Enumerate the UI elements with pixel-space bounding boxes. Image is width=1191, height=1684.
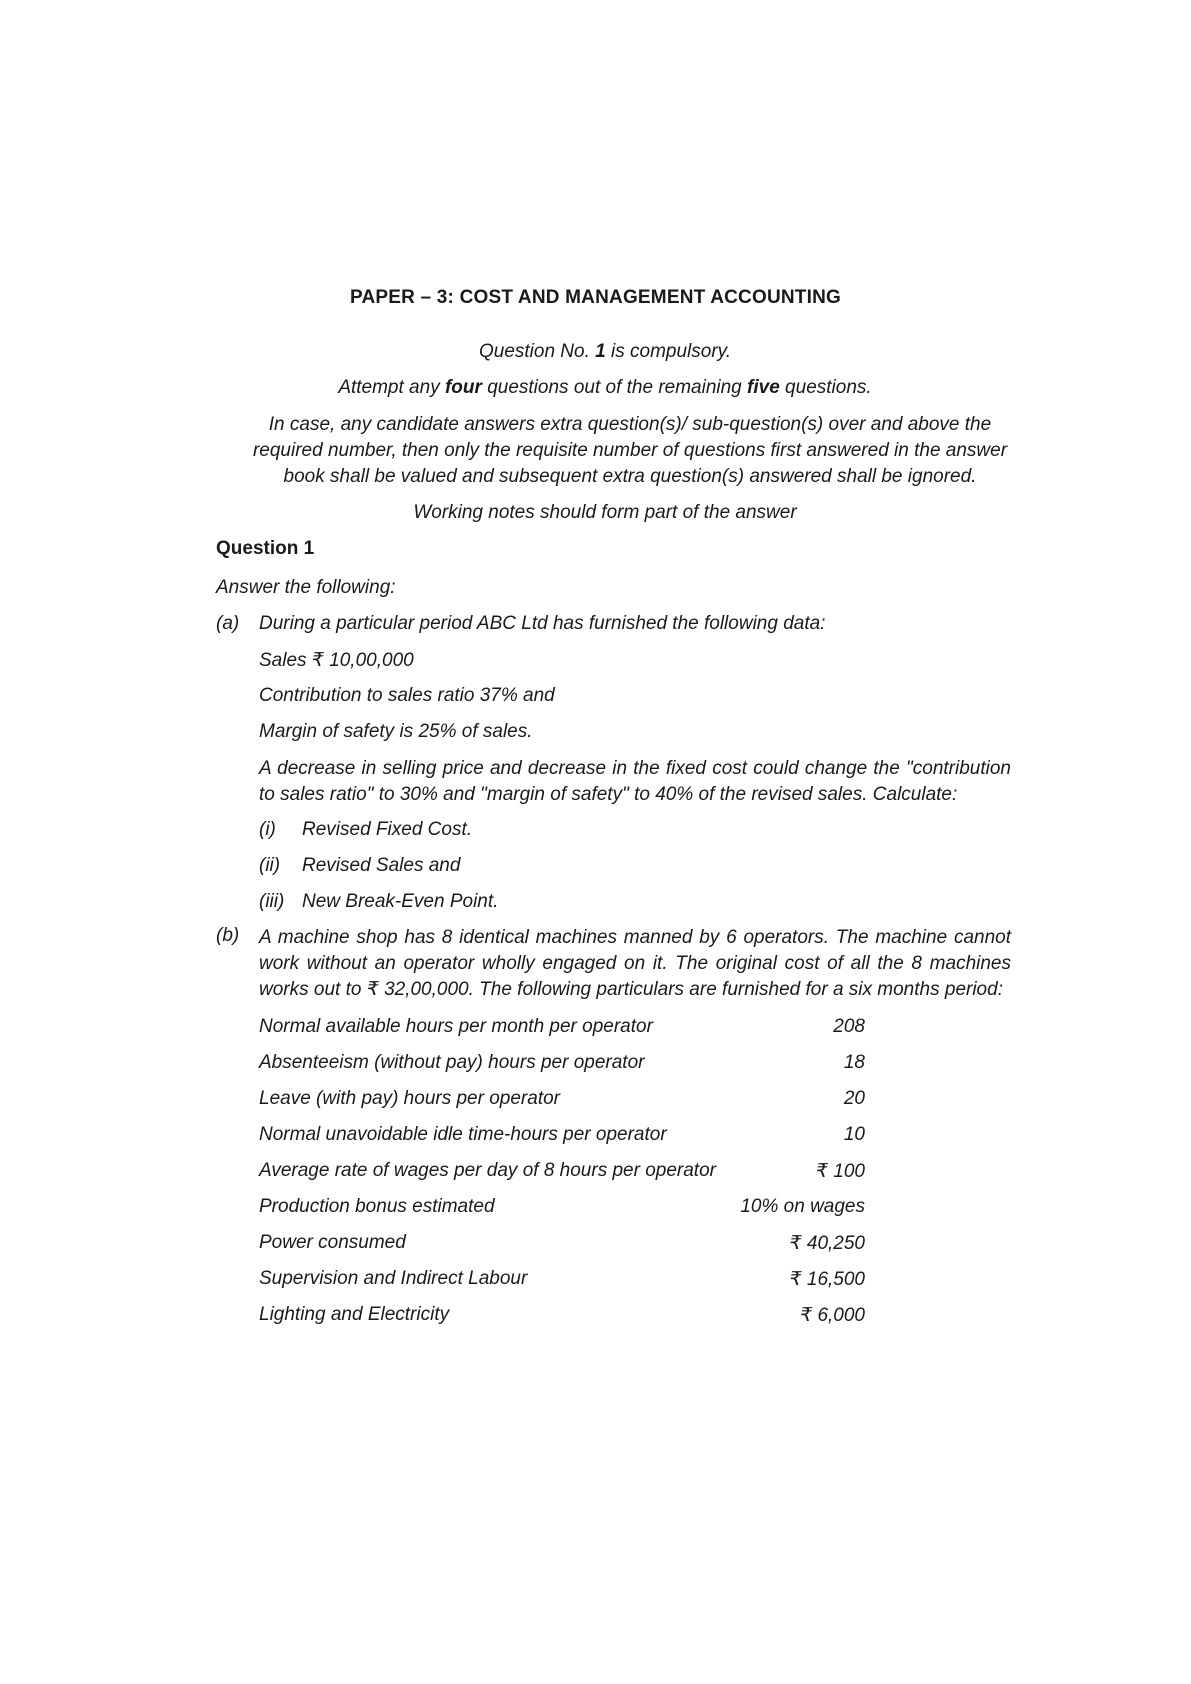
paper-title: PAPER – 3: COST AND MANAGEMENT ACCOUNTING: [350, 287, 841, 308]
sub-item-text: Revised Sales and: [302, 855, 461, 876]
particular-value: 10: [843, 1124, 865, 1145]
part-a-lead: During a particular period ABC Ltd has furnished the following data:: [259, 613, 826, 634]
sub-item-marker: (iii): [259, 891, 285, 912]
change-paragraph: A decrease in selling price and decrease in the fixed cost could change the "contribution to sales ratio" to 30% and "margin of safety" to 40% of the revised sales. Calculate:: [259, 758, 1011, 805]
part-a-marker: (a): [216, 613, 240, 634]
particular-value: 18: [843, 1052, 865, 1073]
particular-label: Production bonus estimated: [259, 1196, 495, 1217]
particular-value: ₹ 40,250: [789, 1233, 865, 1254]
sub-item-text: Revised Fixed Cost.: [302, 819, 473, 840]
question-heading: Question 1: [216, 538, 315, 559]
question-intro: Answer the following:: [216, 577, 396, 598]
particular-label: Normal available hours per month per operator: [259, 1016, 653, 1037]
working-notes-note: Working notes should form part of the answer: [413, 502, 797, 523]
particular-label: Normal unavoidable idle time-hours per operator: [259, 1124, 667, 1145]
particular-label: Absenteeism (without pay) hours per operator: [259, 1052, 645, 1073]
particular-value: 20: [843, 1088, 865, 1109]
part-b-lead: A machine shop has 8 identical machines manned by 6 operators. The machine cannot work without an operator wholly engaged on it. The original cost of all the 8 machines works out to ₹ 32,00,000. The following particulars are furnished for a six months period:: [259, 927, 1011, 1000]
particular-label: Lighting and Electricity: [259, 1304, 450, 1325]
particular-label: Supervision and Indirect Labour: [259, 1268, 528, 1289]
sub-item-marker: (i): [259, 819, 276, 840]
mos-line: Margin of safety is 25% of sales.: [259, 721, 533, 742]
particular-value: ₹ 100: [815, 1161, 865, 1182]
particular-label: Power consumed: [259, 1232, 406, 1253]
extra-question-note: In case, any candidate answers extra question(s)/ sub-question(s) over and above the required number, then only the requisite number of questions first answered in the answer book shall be valued and subsequent extra question(s) answered shall be ignored.: [252, 414, 1008, 487]
particular-value: ₹ 6,000: [800, 1305, 865, 1326]
sub-item-marker: (ii): [259, 855, 281, 876]
attempt-note: Attempt any four questions out of the remaining five questions.: [338, 377, 872, 398]
part-b-marker: (b): [216, 925, 240, 946]
particular-label: Average rate of wages per day of 8 hours per operator: [259, 1160, 716, 1181]
compulsory-note: Question No. 1 is compulsory.: [478, 341, 732, 362]
particular-value: 208: [833, 1016, 865, 1037]
particular-label: Leave (with pay) hours per operator: [259, 1088, 560, 1109]
particular-value: ₹ 16,500: [789, 1269, 865, 1290]
sales-line: Sales ₹ 10,00,000: [259, 650, 414, 671]
sub-item-text: New Break-Even Point.: [302, 891, 499, 912]
cs-ratio-line: Contribution to sales ratio 37% and: [259, 685, 555, 706]
particular-value: 10% on wages: [740, 1196, 865, 1217]
